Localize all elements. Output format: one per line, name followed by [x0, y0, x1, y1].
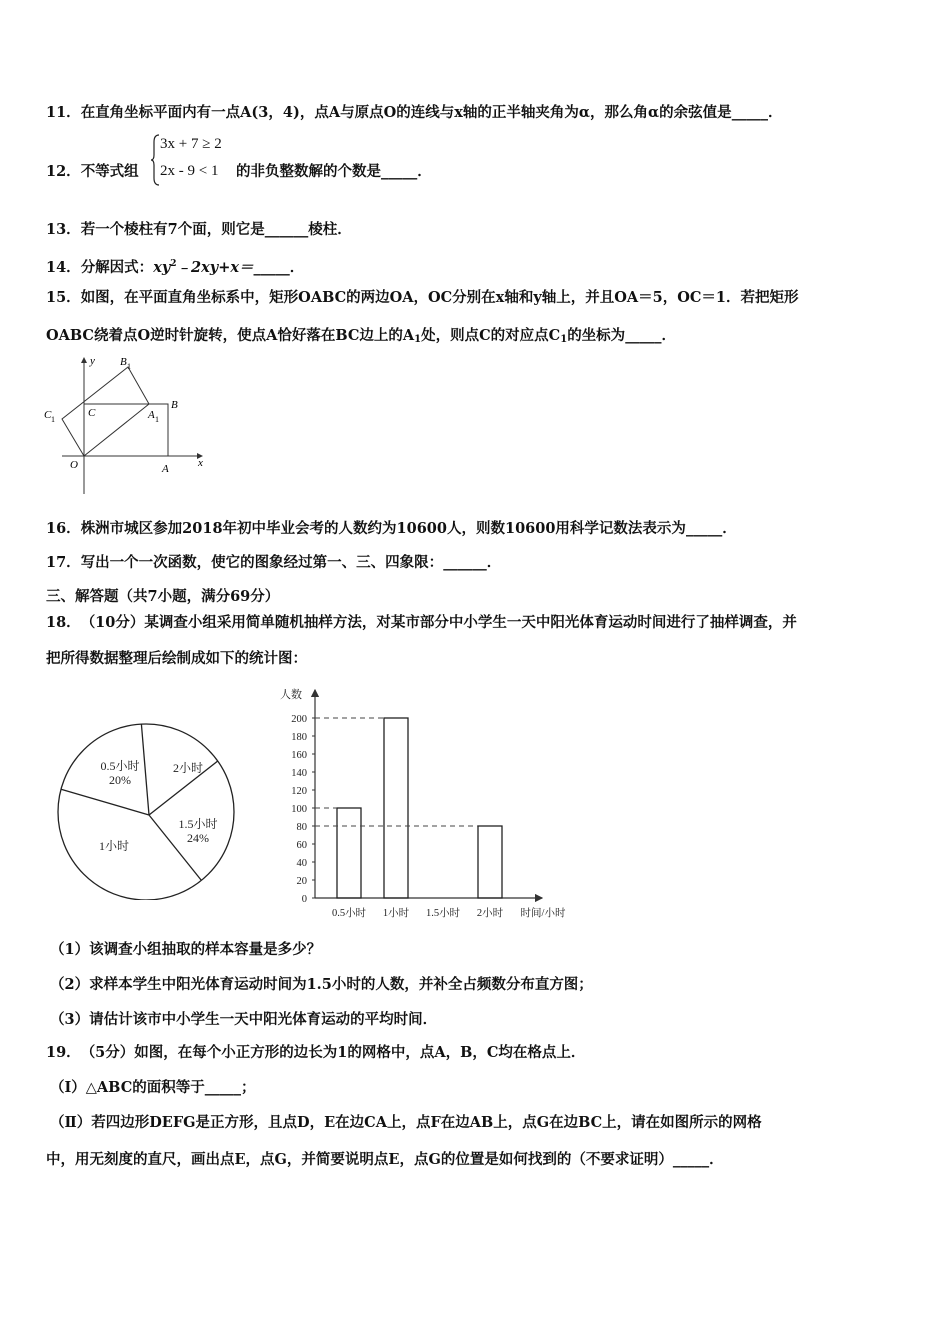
question-19-part2-line2 — [46, 1150, 724, 1170]
question-text: 中，用无刻度的直尺，画出点E，点G，并简要说明点E，点G的位置是如何找到的（不要求证明） — [46, 1151, 673, 1168]
bar-y-tick-label-20: 20 — [296, 876, 307, 887]
punct: ． — [417, 163, 432, 180]
question-17 — [46, 553, 501, 573]
label-y: y — [90, 355, 95, 367]
answer-blank[interactable]: ______ — [264, 221, 309, 238]
label-c1: C — [44, 409, 52, 421]
label-b: B — [171, 399, 178, 411]
bar-x-label: 时间/小时 — [520, 908, 566, 919]
question-18-sub3: （3）请估计该市中小学生一天中阳光体育运动的平均时间． — [50, 1011, 438, 1028]
bar-y-tick-label-100: 100 — [291, 804, 307, 815]
question-text: 处，则点C的对应点C — [421, 327, 561, 344]
pie-label-1: 0.5小时 — [100, 759, 140, 773]
question-14 — [46, 254, 304, 278]
pie-slice-edge-2 — [141, 724, 149, 815]
question-text: 若一个棱柱有7个面，则它是 — [80, 221, 265, 238]
question-13 — [46, 220, 352, 240]
question-text: （5分）如图，在每个小正方形的边长为1的网格中，点A，B，C均在格点上． — [80, 1044, 586, 1061]
expression: xy — [153, 259, 171, 276]
label-c: C — [88, 407, 96, 419]
question-text: 的非负整数解的个数是 — [236, 163, 381, 180]
question-text: OABC绕着点O逆时针旋转，使点A恰好落在BC边上的A — [46, 327, 415, 344]
label-b1-sub: 1 — [127, 362, 131, 371]
bar-y-tick-label-40: 40 — [296, 858, 307, 869]
question-11 — [46, 103, 782, 123]
punct: ． — [486, 554, 502, 571]
punct: ． — [722, 520, 737, 537]
question-text: 分解因式： — [80, 259, 154, 276]
inequality-1: 3x + 7 ≥ 2 — [160, 136, 222, 152]
punct: ． — [661, 327, 676, 344]
answer-blank[interactable]: _____ — [731, 104, 768, 121]
label-c1-sub: 1 — [51, 415, 55, 424]
answer-blank[interactable]: ______ — [443, 554, 487, 571]
system-brace — [150, 134, 160, 186]
bar-category-2: 1小时 — [382, 908, 410, 919]
bar-1 — [337, 808, 361, 898]
punct: ． — [709, 1151, 724, 1168]
rectangle-rotation-figure — [40, 352, 220, 502]
question-18-line1 — [46, 613, 797, 633]
question-19-part2-line1: （Ⅱ）若四边形DEFG是正方形，且点D，E在边CA上，点F在边AB上，点G在边BC上，请在如图所示的网格 — [50, 1114, 762, 1131]
bar-category-1: 0.5小时 — [331, 908, 367, 919]
label-a1: A — [148, 409, 155, 421]
question-number: 15． — [46, 289, 81, 306]
bar-y-label: 人数 — [280, 689, 302, 701]
label-a: A — [162, 463, 169, 475]
bar-y-tick-label-60: 60 — [296, 840, 307, 851]
pie-label-2: 2小时 — [172, 761, 204, 775]
question-18-sub2: （2）求样本学生中阳光体育运动时间为1.5小时的人数，并补全占频数分布直方图； — [50, 976, 593, 993]
bar-category-3: 1.5小时 — [425, 908, 461, 919]
question-15-line2 — [46, 326, 676, 350]
answer-blank[interactable]: _____ — [253, 259, 290, 276]
question-16 — [46, 519, 737, 539]
question-text: 在直角坐标平面内有一点A(3，4)，点A与原点O的连线与x轴的正半轴夹角为α，那么角α的余弦值是 — [80, 104, 732, 121]
inequality-2: 2x - 9 < 1 — [160, 163, 219, 179]
question-text: 株洲市城区参加2018年初中毕业会考的人数约为10600人，则数10600用科学记数法表示为 — [80, 520, 686, 537]
question-number: 16． — [46, 520, 81, 537]
question-19-line1 — [46, 1043, 585, 1063]
question-label: 不等式组 — [80, 163, 139, 180]
question-12 — [46, 162, 139, 182]
bar-y-tick-label-180: 180 — [291, 732, 307, 743]
question-number: 19． — [46, 1044, 81, 1061]
expression: ﹣2xy+x＝ — [176, 259, 254, 276]
rectangle-oabc — [84, 404, 168, 456]
question-number: 13． — [46, 221, 81, 238]
pie-label-4: 1小时 — [98, 839, 130, 853]
answer-blank[interactable]: _____ — [381, 163, 418, 180]
punct: ． — [767, 104, 783, 121]
bar-y-tick-label-120: 120 — [291, 786, 307, 797]
pie-slice-edge-1 — [61, 789, 149, 815]
section-heading: 三、解答题（共7小题，满分69分） — [46, 588, 280, 605]
bar-chart — [270, 684, 580, 924]
answer-blank[interactable]: _____ — [625, 327, 662, 344]
bar-4 — [478, 826, 502, 898]
question-19-part1 — [50, 1078, 256, 1098]
pie-percent-3: 24% — [187, 831, 209, 845]
question-text: 的坐标为 — [567, 327, 626, 344]
label-x: x — [198, 457, 203, 469]
label-b1: B — [120, 356, 127, 368]
exponent: 2 — [170, 259, 177, 269]
question-text: 写出一个一次函数，使它的图象经过第一、三、四象限： — [80, 554, 444, 571]
question-number: 11． — [46, 104, 81, 121]
punct: ； — [241, 1079, 256, 1096]
question-text-end: 棱柱． — [308, 221, 352, 238]
question-number: 14． — [46, 259, 81, 276]
answer-blank[interactable]: _____ — [204, 1079, 241, 1096]
bar-category-4: 2小时 — [476, 908, 504, 919]
question-12-tail — [236, 162, 432, 182]
rotated-rectangle — [62, 367, 149, 456]
question-text: （10分）某调查小组采用简单随机抽样方法，对某市部分中小学生一天中阳光体育运动时间进行了抽样调查，并 — [80, 614, 797, 631]
bar-y-tick-label-80: 80 — [296, 822, 307, 833]
bar-y-tick-label-140: 140 — [291, 768, 307, 779]
answer-blank[interactable]: _____ — [685, 520, 723, 537]
question-number: 17． — [46, 554, 81, 571]
label-a1-sub: 1 — [155, 415, 159, 424]
question-18-sub1: （1）该调查小组抽取的样本容量是多少？ — [50, 941, 322, 958]
bar-y-tick-label-0: 0 — [301, 894, 307, 905]
question-text: （Ⅰ）△ABC的面积等于 — [50, 1079, 205, 1096]
question-18-line2: 把所得数据整理后绘制成如下的统计图： — [46, 650, 307, 667]
pie-label-3: 1.5小时 — [178, 817, 218, 831]
question-number: 18． — [46, 614, 81, 631]
bar-y-tick-label-160: 160 — [291, 750, 307, 761]
subscript: 1 — [414, 334, 422, 345]
pie-percent-1: 20% — [109, 773, 131, 787]
answer-blank[interactable]: _____ — [672, 1151, 710, 1168]
pie-outline — [58, 724, 234, 900]
question-text: 如图，在平面直角坐标系中，矩形OABC的两边OA，OC分别在x轴和y轴上，并且OA＝5，OC＝1．若把矩形 — [80, 289, 799, 306]
question-number: 12． — [46, 163, 81, 180]
label-o: O — [70, 459, 78, 471]
pie-chart — [50, 720, 250, 900]
bar-2 — [384, 718, 408, 898]
subscript: 1 — [560, 334, 568, 345]
question-15-line1 — [46, 288, 798, 308]
bar-y-tick-label-200: 200 — [291, 714, 307, 725]
punct: ． — [289, 259, 305, 276]
